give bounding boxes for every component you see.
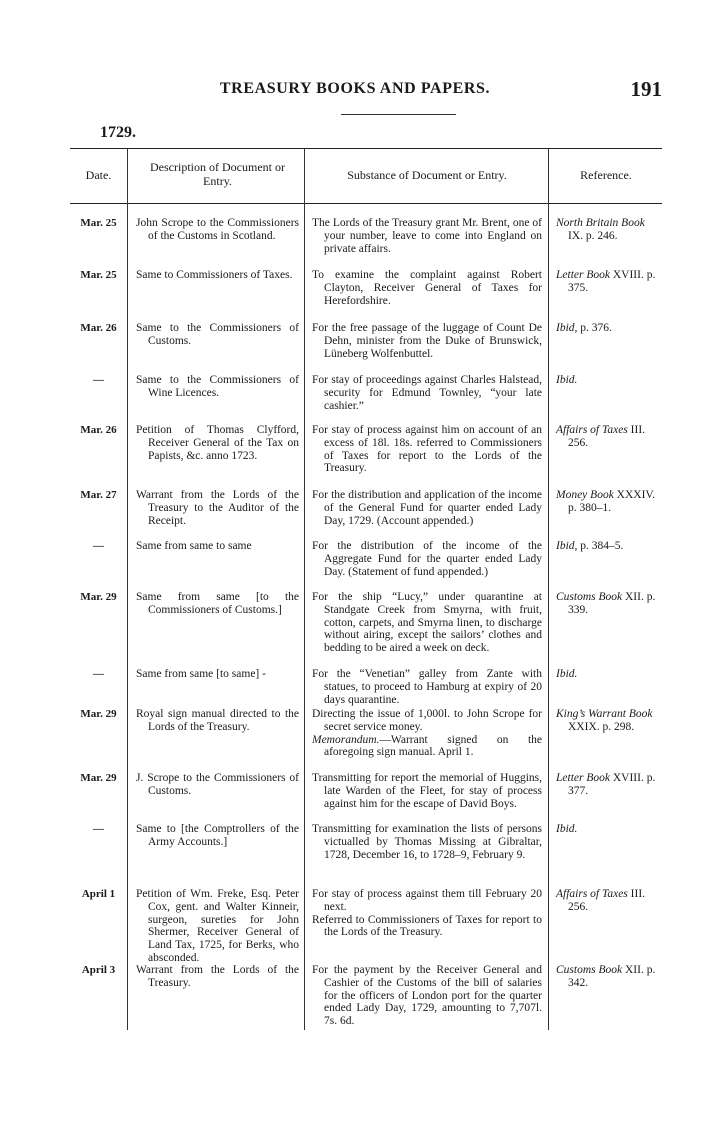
column-header-substance: Substance of Document or Entry. [347, 168, 507, 182]
description-cell: Warrant from the Lords of the Treasury. [136, 964, 299, 989]
reference-cell: Ibid. [556, 823, 578, 835]
reference-cell: Ibid. [556, 374, 578, 386]
date-cell: — [93, 540, 104, 552]
reference-cell: North Britain Book IX. p. 246. [556, 217, 645, 242]
column-divider [548, 148, 549, 1030]
substance-cell: Transmitting for examination the lists of persons victualled by Thomas Missing at Gibraltar, 1728, December 16, to 1728–9, February 9. [312, 823, 542, 861]
date-cell: Mar. 25 [80, 269, 117, 281]
substance-cell: Transmitting for report the memorial of Huggins, late Warden of the Fleet, for stay of process against him for the escape of David Boys. [312, 772, 542, 810]
description-cell: Same from same [to same] - [136, 668, 266, 680]
description-cell: Same from same [to the Commissioners of Customs.] [136, 591, 299, 616]
page-number: 191 [630, 77, 662, 101]
description-cell: J. Scrope to the Commissioners of Customs. [136, 772, 299, 797]
substance-cell: For stay of proceedings against Charles Halstead, security for Edmund Townley, “your late cashier.” [312, 374, 542, 412]
description-cell: Same from same to same [136, 540, 252, 552]
substance-cell: To examine the complaint against Robert Clayton, Receiver General of Taxes for Herefordshire. [312, 269, 542, 307]
date-cell: Mar. 26 [80, 322, 117, 334]
description-cell: Petition of Thomas Clyfford, Receiver General of the Tax on Papists, &c. anno 1723. [136, 424, 299, 462]
reference-cell: Customs Book XII. p. 342. [556, 964, 656, 989]
substance-cell: For the payment by the Receiver General and Cashier of the Customs of the bill of salaries for the officers of London port for the quarter ended Lady Day, 1729, amounting to 7,707l. 7s. 6d. [312, 964, 542, 1028]
table-top-rule [70, 148, 662, 149]
substance-cell: The Lords of the Treasury grant Mr. Brent, one of your number, leave to come into England on private affairs. [312, 217, 542, 255]
date-cell: Mar. 29 [80, 772, 117, 784]
year-heading: 1729. [100, 124, 136, 141]
date-cell: April 1 [81, 888, 116, 900]
reference-cell: Ibid. [556, 668, 578, 680]
substance-cell: For the ship “Lucy,” under quarantine at Standgate Creek from Smyrna, with fruit, cotton, carpets, and Smyrna linen, to discharge without airing, except the sailors’ clothes and bedding to be aired a week on deck. [312, 591, 542, 655]
substance-cell: For the free passage of the luggage of Count De Dehn, minister from the Duke of Brunswick, Lüneberg Wolfenbuttel. [312, 322, 542, 360]
reference-cell: Customs Book XII. p. 339. [556, 591, 656, 616]
date-cell: Mar. 26 [80, 424, 117, 436]
date-cell: Mar. 25 [80, 217, 117, 229]
date-cell: — [93, 374, 104, 386]
reference-cell: Affairs of Taxes III. 256. [556, 424, 646, 449]
reference-cell: Letter Book XVIII. p. 377. [556, 772, 656, 797]
records-table [70, 148, 662, 1030]
date-cell: April 3 [81, 964, 116, 976]
description-cell: Warrant from the Lords of the Treasury to the Auditor of the Receipt. [136, 489, 299, 527]
description-cell: Petition of Wm. Freke, Esq. Peter Cox, gent. and Walter Kinneir, surgeon, sureties for John Shermer, Receiver General of Land Tax, 1725, for Berks, who absconded. [136, 888, 299, 964]
reference-cell: Money Book XXXIV. p. 380–1. [556, 489, 656, 514]
date-cell: — [93, 823, 104, 835]
reference-cell: Affairs of Taxes III. 256. [556, 888, 646, 913]
substance-cell: For the distribution of the income of the Aggregate Fund for the quarter ended Lady Day. (Statement of fund appended.) [312, 540, 542, 578]
substance-cell: For stay of process against him on account of an excess of 18l. 18s. referred to Commissioners of Taxes for report to the Lords of the Treasury. [312, 424, 542, 475]
running-head: TREASURY BOOKS AND PAPERS. [219, 80, 491, 97]
column-header-description: Description of Document or Entry. [150, 160, 285, 188]
date-cell: Mar. 29 [80, 708, 117, 720]
column-divider [304, 148, 305, 1030]
date-cell: Mar. 29 [80, 591, 117, 603]
reference-cell: King’s Warrant Book XXIX. p. 298. [556, 708, 653, 733]
substance-cell: For the distribution and application of the income of the General Fund for quarter ended Lady Day, 1729. (Account appended.) [312, 489, 542, 527]
description-cell: Same to the Commissioners of Customs. [136, 322, 299, 347]
header-rule [341, 114, 456, 115]
description-cell: Same to the Commissioners of Wine Licences. [136, 374, 299, 399]
column-header-date: Date. [85, 168, 112, 182]
description-cell: John Scrope to the Commissioners of the Customs in Scotland. [136, 217, 299, 242]
substance-cell: Directing the issue of 1,000l. to John Scrope for secret service money. Memorandum.—Warrant signed on the aforegoing sign manual. April 1. [312, 708, 542, 759]
reference-cell: Letter Book XVIII. p. 375. [556, 269, 656, 294]
substance-cell: For the “Venetian” galley from Zante with statues, to proceed to Hamburg at expiry of 20 days quarantine. [312, 668, 542, 706]
column-header-reference: Reference. [580, 168, 632, 182]
date-cell: — [93, 668, 104, 680]
description-cell: Same to [the Comptrollers of the Army Accounts.] [136, 823, 299, 848]
description-cell: Royal sign manual directed to the Lords of the Treasury. [136, 708, 299, 733]
reference-cell: Ibid, p. 384–5. [556, 540, 624, 552]
table-header-rule [70, 203, 662, 204]
description-cell: Same to Commissioners of Taxes. [136, 269, 293, 281]
reference-cell: Ibid, p. 376. [556, 322, 612, 334]
substance-cell: For stay of process against them till February 20 next. Referred to Commissioners of Taxes for report to the Lords of the Treasury. [312, 888, 542, 939]
date-cell: Mar. 27 [80, 489, 117, 501]
column-divider [127, 148, 128, 1030]
